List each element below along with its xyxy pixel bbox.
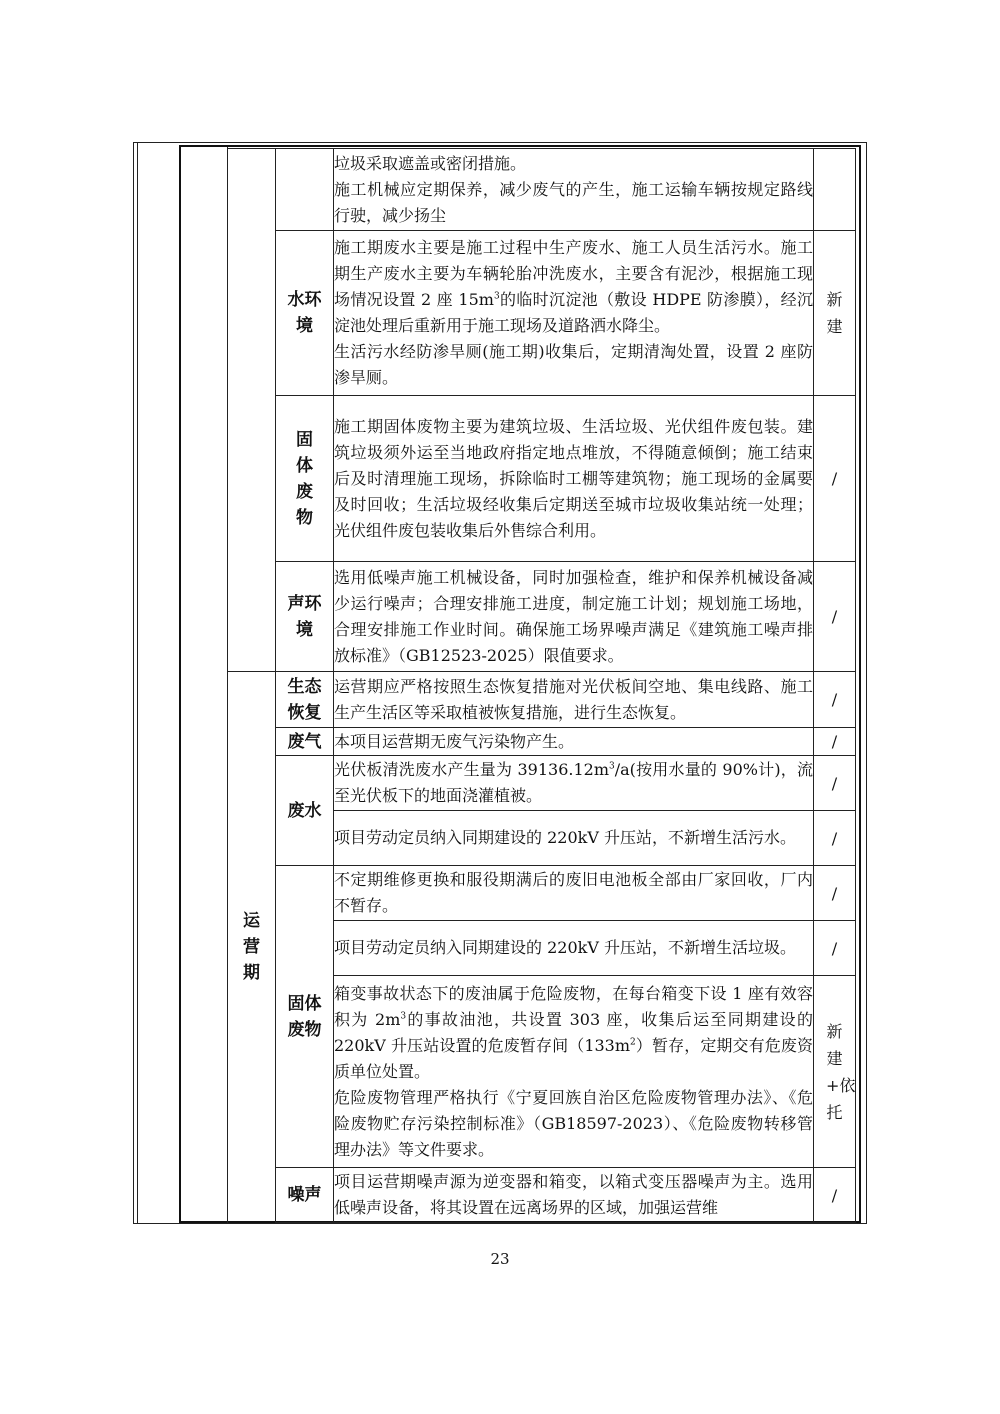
note-cell: / [814,1168,856,1223]
page-number: 23 [490,1250,510,1268]
category-op-solid-waste: 固体废物 [276,866,334,1168]
document-table-frame [133,142,867,1224]
note-cell: / [814,672,856,728]
superscript: 3 [609,761,615,772]
category-noise: 声环境 [276,562,334,672]
content-cell: 选用低噪声施工机械设备，同时加强检查，维护和保养机械设备减少运行噪声；合理安排施工进度，制定施工计划；规划施工场地，合理安排施工作业时间。确保施工场界噪声满足《建筑施工噪声排放标准》（GB12523-2025）限值要求。 [334,562,814,672]
category-cell [276,149,334,231]
note-cell: / [814,756,856,811]
content-cell: 本项目运营期无废气污染物产生。 [334,728,814,756]
superscript: 2 [630,1037,636,1048]
table-row [228,866,856,921]
construction-phase-cell [228,149,276,672]
table-row [228,756,856,811]
category-water: 水环境 [276,231,334,396]
content-cell: 不定期维修更换和服役期满后的废旧电池板全部由厂家回收，厂内不暂存。 [334,866,814,921]
paragraph [334,981,813,1085]
note-cell: / [814,562,856,672]
superscript: 3 [493,291,500,302]
note-cell: / [814,921,856,976]
table-row [228,231,856,396]
text-run: 的临时沉淀池（敷设 HDPE 防渗膜），经沉淀池处理后重新用于施工现场及道路洒水降尘。 [334,290,813,335]
measures-table [227,148,856,1224]
category-wastewater: 废水 [276,756,334,866]
content-cell: 项目运营期噪声源为逆变器和箱变，以箱式变压器噪声为主。选用低噪声设备，将其设置在远离场界的区域，加强运营维 [334,1168,814,1223]
text-run: /a(按用水量的 90%计)，流至光伏板下的地面浇灌植被。 [334,760,813,805]
text-run: ）暂存，定期交有危废资质单位处置。 [334,1035,813,1081]
note-cell: 新建 [814,231,856,396]
table-row [228,672,856,728]
paragraph: 垃圾采取遮盖或密闭措施。 [334,153,527,173]
paragraph [334,235,813,339]
content-cell [334,231,814,396]
category-eco: 生态恢复 [276,672,334,728]
content-cell: 运营期应严格按照生态恢复措施对光伏板间空地、集电线路、施工生产生活区等采取植被恢复措施，进行生态恢复。 [334,672,814,728]
content-cell [334,149,814,231]
note-cell: / [814,728,856,756]
table-row [228,562,856,672]
note-cell [814,149,856,231]
operation-phase-cell: 运营期 [228,672,276,1224]
content-cell [334,756,814,811]
text-run: 箱变事故状态下的废油属于危险废物，在每台箱变下设 1 座有效容积为 2m [334,983,813,1029]
paragraph: 危险废物管理严格执行《宁夏回族自治区危险废物管理办法》、《危险废物贮存污染控制标准》（GB18597-2023）、《危险废物转移管理办法》等文件要求。 [334,1087,813,1159]
text-run: 的事故油池，共设置 303 座，收集后运至同期建设的 220kV 升压站设置的危废暂存间（133m [334,1009,813,1055]
content-cell [334,976,814,1168]
note-cell: 新建+依托 [814,976,856,1168]
left-column-line [137,142,138,1224]
content-cell: 项目劳动定员纳入同期建设的 220kV 升压站，不新增生活污水。 [334,811,814,866]
paragraph: 施工机械应定期保养，减少废气的产生，施工运输车辆按规定路线行驶，减少扬尘 [334,179,813,225]
text-run: 光伏板清洗废水产生量为 39136.12m [334,760,609,779]
content-cell: 项目劳动定员纳入同期建设的 220kV 升压站，不新增生活垃圾。 [334,921,814,976]
content-cell: 施工期固体废物主要为建筑垃圾、生活垃圾、光伏组件废包装。建筑垃圾须外运至当地政府指定地点堆放，不得随意倾倒；施工结束后及时清理施工现场，拆除临时工棚等建筑物；施工现场的金属要及时回收；生活垃圾经收集后定期送至城市垃圾收集站统一处理；光伏组件废包装收集后外售综合利用。 [334,396,814,562]
spacer [276,1223,334,1224]
table-row [228,396,856,562]
note-cell: / [814,866,856,921]
table-row [228,728,856,756]
spacer [334,1223,814,1224]
superscript: 3 [400,1011,407,1022]
category-solid-waste: 固体废物 [276,396,334,562]
note-cell: / [814,396,856,562]
table-row [228,1168,856,1223]
spacer [814,1223,856,1224]
text-run: 施工期废水主要是施工过程中生产废水、施工人员生活污水。施工期生产废水主要为车辆轮胎冲洗废水，主要含有泥沙，根据施工现场情况设置 2 座 15m [334,238,813,309]
paragraph: 生活污水经防渗旱厕(施工期)收集后，定期清淘处置，设置 2 座防渗旱厕。 [334,342,813,387]
table-row [228,149,856,231]
table-row [228,1223,856,1224]
note-cell: / [814,811,856,866]
category-gas: 废气 [276,728,334,756]
category-op-noise: 噪声 [276,1168,334,1223]
